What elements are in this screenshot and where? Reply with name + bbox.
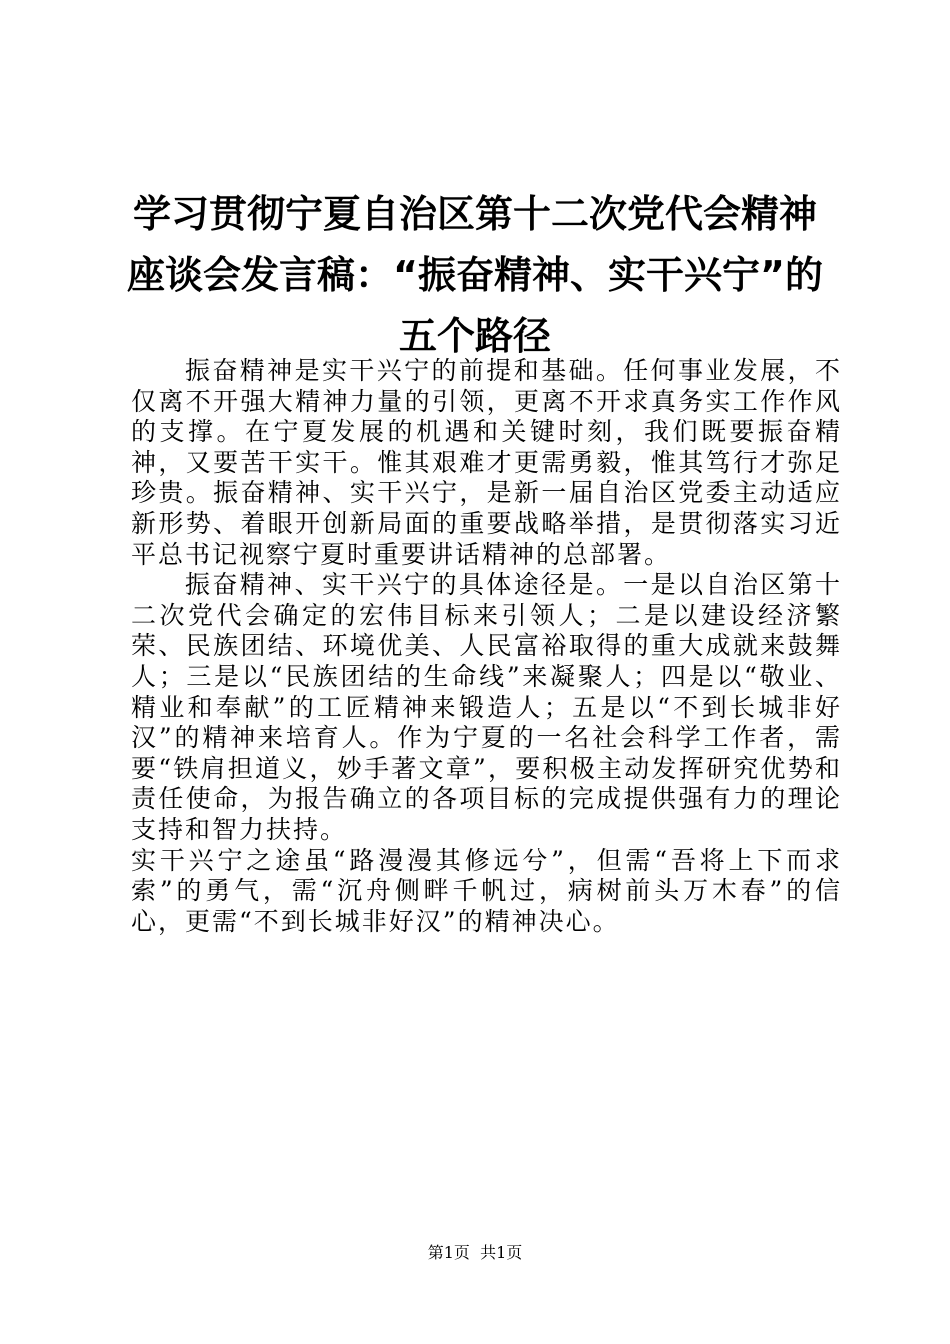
paragraph-1: 振奋精神是实干兴宁的前提和基础。任何事业发展，不仅离不开强大精神力量的引领，更离不开求真务实工作作风的支撑。在宁夏发展的机遇和关键时刻，我们既要振奋精神，又要苦干实干。惟其艰难才更需勇毅，惟其笃行才弥足珍贵。振奋精神、实干兴宁，是新一届自治区党委主动适应新形势、着眼开创新局面的重要战略举措，是贯彻落实习近平总书记视察宁夏时重要讲话精神的总部署。 <box>131 356 842 569</box>
document-body <box>131 356 842 937</box>
paragraph-3: 实干兴宁之途虽“路漫漫其修远兮”，但需“吾将上下而求索”的勇气，需“沉舟侧畔千帆过，病树前头万木春”的信心，更需“不到长城非好汉”的精神决心。 <box>131 845 842 936</box>
page-number: 第1页 <box>427 1243 470 1262</box>
page-footer <box>0 1243 950 1263</box>
document-title: 学习贯彻宁夏自治区第十二次党代会精神座谈会发言稿：“振奋精神、实干兴宁”的五个路径 <box>127 192 823 358</box>
paragraph-2: 振奋精神、实干兴宁的具体途径是。一是以自治区第十二次党代会确定的宏伟目标来引领人；二是以建设经济繁荣、民族团结、环境优美、人民富裕取得的重大成就来鼓舞人；三是以“民族团结的生命线”来凝聚人；四是以“敬业、精业和奉献”的工匠精神来锻造人；五是以“不到长城非好汉”的精神来培育人。作为宁夏的一名社会科学工作者，需要“铁肩担道义，妙手著文章”，要积极主动发挥研究优势和责任使命，为报告确立的各项目标的完成提供强有力的理论支持和智力扶持。 <box>131 570 842 844</box>
page-total: 共1页 <box>480 1243 523 1262</box>
